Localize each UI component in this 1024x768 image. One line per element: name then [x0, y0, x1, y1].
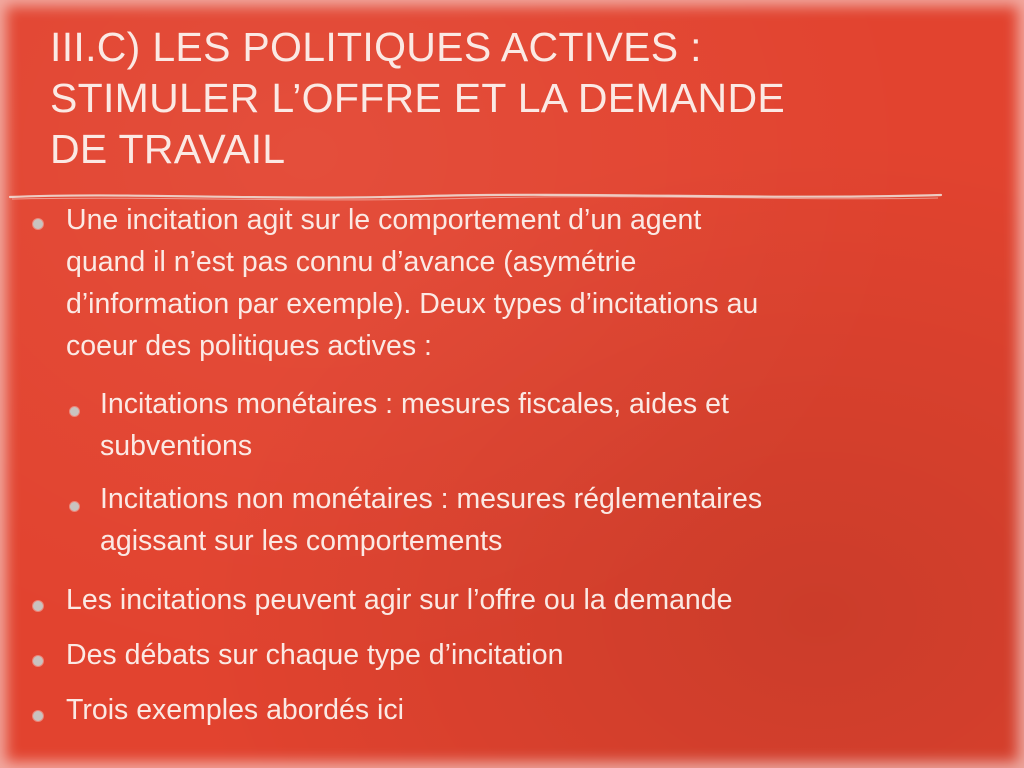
list-item — [66, 579, 966, 621]
list-item-line: Des débats sur chaque type d’incitation — [66, 639, 564, 671]
list-item-line: subventions — [100, 430, 253, 462]
list-item — [100, 478, 980, 562]
list-item-line: Incitations monétaires : mesures fiscales, aides et — [100, 388, 729, 420]
title-line: III.C) LES POLITIQUES ACTIVES : — [50, 24, 702, 70]
list-item-line: Les incitations peuvent agir sur l’offre ou la demande — [66, 584, 733, 616]
bullet-icon — [33, 656, 43, 666]
bullet-icon — [70, 407, 79, 416]
list-item-line: coeur des politiques actives : — [66, 330, 432, 362]
list-item — [100, 383, 980, 467]
title-line: DE TRAVAIL — [50, 126, 286, 172]
list-item-line: d’information par exemple). Deux types d’incitations au — [66, 288, 759, 320]
list-item — [66, 199, 966, 367]
list-item-line: Incitations non monétaires : mesures réglementaires — [100, 483, 763, 515]
bullet-icon — [33, 219, 43, 229]
bullet-icon — [70, 502, 79, 511]
bullet-icon — [33, 711, 43, 721]
title-line: STIMULER L’OFFRE ET LA DEMANDE — [50, 75, 786, 121]
list-item — [66, 634, 966, 676]
list-item-line: Trois exemples abordés ici — [66, 694, 404, 726]
list-item-line: Une incitation agit sur le comportement d’un agent — [66, 204, 702, 236]
bullet-icon — [33, 601, 43, 611]
list-item-line: quand il n’est pas connu d’avance (asymétrie — [66, 246, 637, 278]
list-item — [66, 689, 966, 731]
list-item-line: agissant sur les comportements — [100, 525, 503, 557]
